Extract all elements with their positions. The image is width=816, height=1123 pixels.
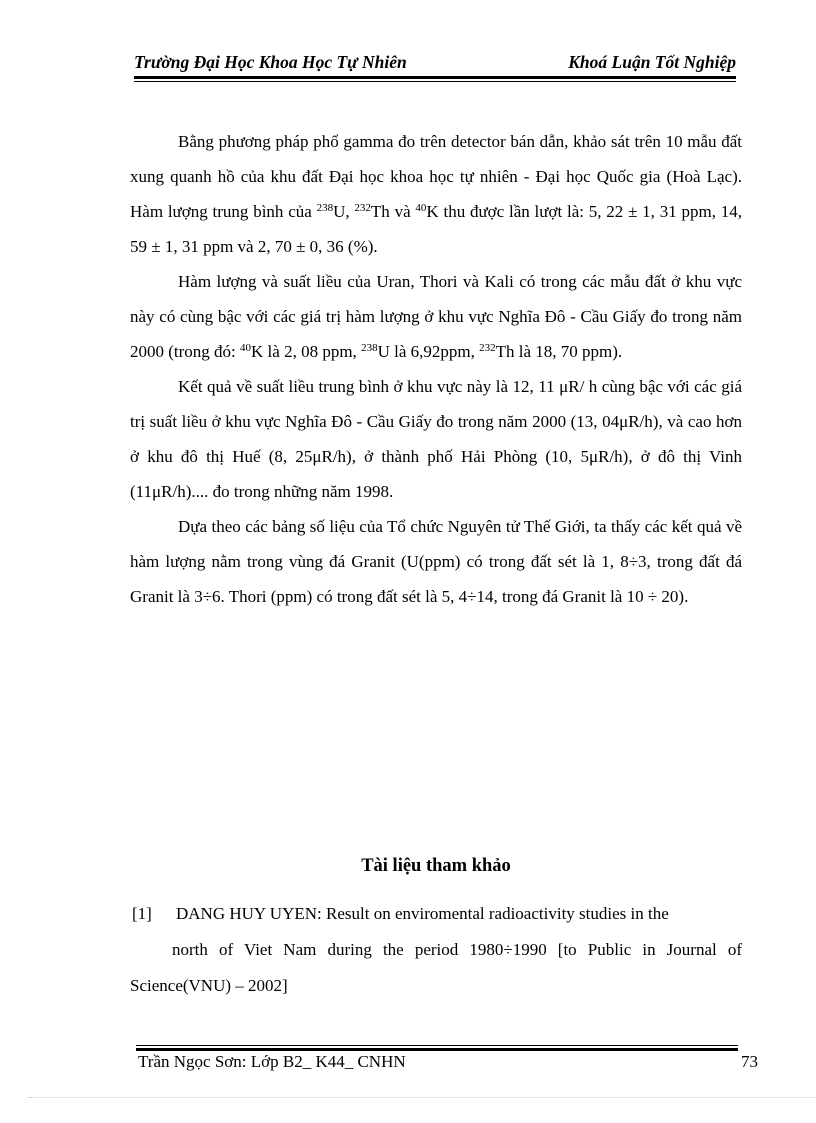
reference-item — [130, 896, 742, 1004]
page-header — [134, 52, 736, 76]
header-rule-thick — [134, 76, 736, 79]
page-number: 73 — [741, 1052, 758, 1071]
footer-rule-thick — [136, 1048, 738, 1051]
paragraph-1: Bằng phương pháp phổ gamma đo trên detector bán dẫn, khảo sát trên 10 mẫu đất xung quanh hồ của khu đất Đại học khoa học tự nhiên - Đại học Quốc gia (Hoà Lạc). Hàm lượng trung bình của $^{238}$U, $^{232}$Th và $^{40}$K thu được lần lượt là: 5, 22 ± 1, 31 ppm, 14, 59 ± 1, 31 ppm và 2, 70 ± 0, 36 (%). — [130, 132, 743, 256]
reference-number: [1] — [132, 904, 152, 923]
footer-author: Trần Ngọc Sơn: Lớp B2_ K44_ CNHN — [138, 1052, 406, 1071]
paragraph-4: Dựa theo các bảng số liệu của Tổ chức Nguyên tử Thế Giới, ta thấy các kết quả về hàm lượng nằm trong vùng đá Granit (U(ppm) có trong đất sét là 1, 8÷3, trong đất đá Granit là 3÷6. Thori (ppm) có trong đất sét là 5, 4÷14, trong đá Granit là 10 ÷ 20). — [130, 517, 742, 606]
reference-first-line: DANG HUY UYEN: Result on enviromental radioactivity studies in the — [176, 904, 669, 923]
page-footer — [138, 1052, 758, 1076]
footer-rule-thin — [136, 1045, 738, 1046]
paragraph-2: Hàm lượng và suất liều của Uran, Thori và Kali có trong các mẫu đất ở khu vực này có cùng bậc với các giá trị hàm lượng ở khu vực Nghĩa Đô - Cầu Giấy đo trong năm 2000 (trong đó: $^{40}$K là 2, 08 ppm, $^{238}$U là 6,92ppm, $^{232}$Th là 18, 70 ppm). — [130, 272, 742, 361]
body-text — [130, 124, 742, 614]
header-university: Trường Đại Học Khoa Học Tự Nhiên — [134, 52, 407, 72]
paragraph-3: Kết quả về suất liều trung bình ở khu vực này là 12, 11 μR/ h cùng bậc với các giá trị suất liều ở khu vực Nghĩa Đô - Cầu Giấy đo trong năm 2000 (13, 04μR/h), và cao hơn ở khu đô thị Huế (8, 25μR/h), ở thành phố Hải Phòng (10, 5μR/h), ở đô thị Vinh (11μR/h).... đo trong những năm 1998. — [130, 377, 742, 501]
references-title: Tài liệu tham khảo — [361, 856, 511, 876]
header-rule-thin — [134, 81, 736, 82]
header-thesis-label: Khoá Luận Tốt Nghiệp — [568, 52, 736, 72]
reference-continuation: north of Viet Nam during the period 1980÷1990 [to Public in Journal of Science(VNU) – 2002] — [130, 940, 742, 995]
page-bottom-dotted-line — [28, 1097, 816, 1098]
